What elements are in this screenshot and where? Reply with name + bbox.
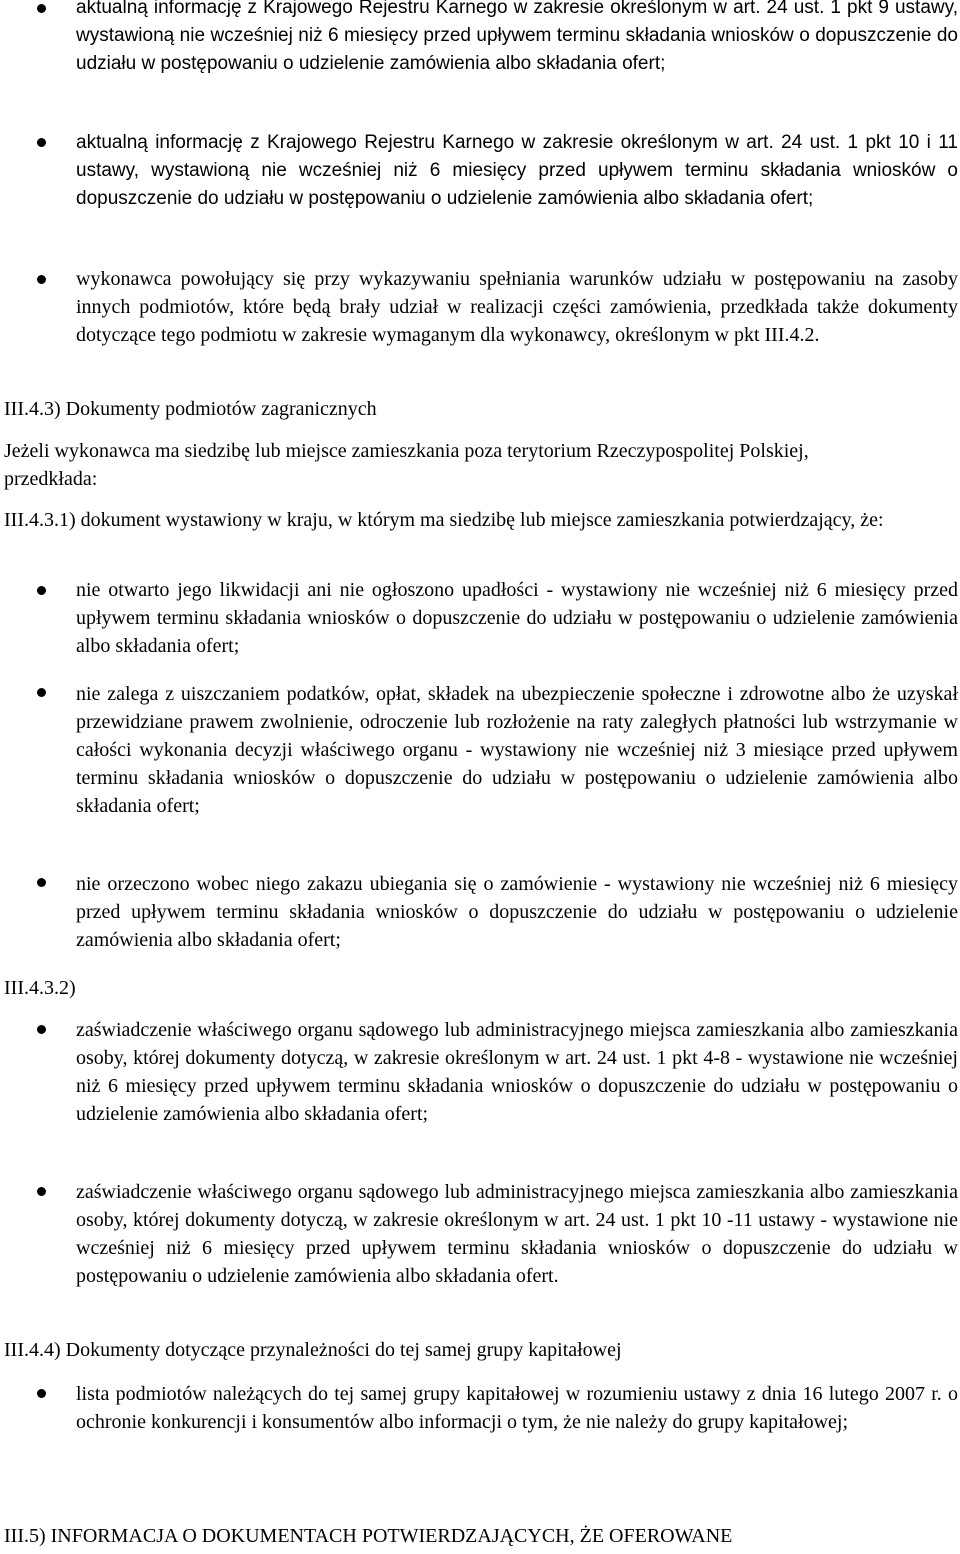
list-item: wykonawca powołujący się przy wykazywaniu spełniania warunków udziału w postępowaniu na zasoby innych podmiotów, które będą brały udział w realizacji części zamówienia, przedkłada także dokumenty dotyczące tego podmiotu w zakresie wymaganym dla wykonawcy, określonym w pkt III.4.2. — [76, 268, 958, 346]
list-item: zaświadczenie właściwego organu sądowego lub administracyjnego miejsca zamieszkania albo zamieszkania osoby, której dokumenty dotyczą, w zakresie określonym w art. 24 ust. 1 pkt 4-8 - wystawione nie wcześniej niż 6 miesięcy przed upływem terminu składania wniosków o dopuszczenie do udziału w postępowaniu o udzielenie zamówienia albo składania ofert; — [76, 1019, 958, 1125]
bullet-icon — [37, 1025, 46, 1034]
list-item: nie orzeczono wobec niego zakazu ubiegania się o zamówienie - wystawiony nie wcześniej niż 6 miesięcy przed upływem terminu składania wniosków o dopuszczenie do udziału w postępowaniu o udzielenie zamówienia albo składania ofert; — [76, 873, 958, 951]
bullet-icon — [37, 275, 46, 284]
list-item: aktualną informację z Krajowego Rejestru Karnego w zakresie określonym w art. 24 ust. 1 pkt 9 ustawy, wystawioną nie wcześniej niż 6 miesięcy przed upływem terminu składania wniosków o dopuszczenie do udziału w postępowaniu o udzielenie zamówienia albo składania ofert; — [76, 0, 958, 74]
bullet-icon — [37, 688, 46, 697]
bullet-icon — [37, 878, 46, 887]
subsection-heading-2: III.4.3.2) — [4, 977, 76, 999]
section-heading-foreign: III.4.3) Dokumenty podmiotów zagranicznych — [4, 398, 377, 420]
section-heading-5: III.5) INFORMACJA O DOKUMENTACH POTWIERDZAJĄCYCH, ŻE OFEROWANE — [4, 1525, 733, 1547]
bullet-icon — [37, 586, 46, 595]
bullet-icon — [37, 1389, 46, 1398]
subsection-heading-1: III.4.3.1) dokument wystawiony w kraju, w którym ma siedzibę lub miejsce zamieszkania potwierdzający, że: — [4, 509, 884, 531]
list-item: lista podmiotów należących do tej samej grupy kapitałowej w rozumieniu ustawy z dnia 16 lutego 2007 r. o ochronie konkurencji i konsumentów albo informacji o tym, że nie należy do grupy kapitałowej; — [76, 1383, 958, 1433]
bullet-icon — [37, 1187, 46, 1196]
section-intro: Jeżeli wykonawca ma siedzibę lub miejsce zamieszkania poza terytorium Rzeczypospolitej Polskiej, przedkłada: — [4, 440, 809, 490]
bullet-icon — [37, 138, 46, 147]
section-heading-group: III.4.4) Dokumenty dotyczące przynależności do tej samej grupy kapitałowej — [4, 1339, 622, 1361]
list-item: nie otwarto jego likwidacji ani nie ogłoszono upadłości - wystawiony nie wcześniej niż 6 miesięcy przed upływem terminu składania wniosków o dopuszczenie do udziału w postępowaniu o udzielenie zamówienia albo składania ofert; — [76, 579, 958, 657]
list-item: aktualną informację z Krajowego Rejestru Karnego w zakresie określonym w art. 24 ust. 1 pkt 10 i 11 ustawy, wystawioną nie wcześniej niż 6 miesięcy przed upływem terminu składania wniosków o dopuszczenie do udziału w postępowaniu o udzielenie zamówienia albo składania ofert; — [76, 132, 958, 209]
list-item: zaświadczenie właściwego organu sądowego lub administracyjnego miejsca zamieszkania albo zamieszkania osoby, której dokumenty dotyczą, w zakresie określonym w art. 24 ust. 1 pkt 10 -11 ustawy - wystawione nie wcześniej niż 6 miesięcy przed upływem terminu składania wniosków o dopuszczenie do udziału w postępowaniu o udzielenie zamówienia albo składania ofert. — [76, 1181, 958, 1287]
list-item: nie zalega z uiszczaniem podatków, opłat, składek na ubezpieczenie społeczne i zdrowotne albo że uzyskał przewidziane prawem zwolnienie, odroczenie lub rozłożenie na raty zaległych płatności lub wstrzymanie w całości wykonania decyzji właściwego organu - wystawiony nie wcześniej niż 3 miesiące przed upływem terminu składania wniosków o dopuszczenie do udziału w postępowaniu o udzielenie zamówienia albo składania ofert; — [76, 683, 958, 817]
bullet-icon — [37, 4, 46, 13]
